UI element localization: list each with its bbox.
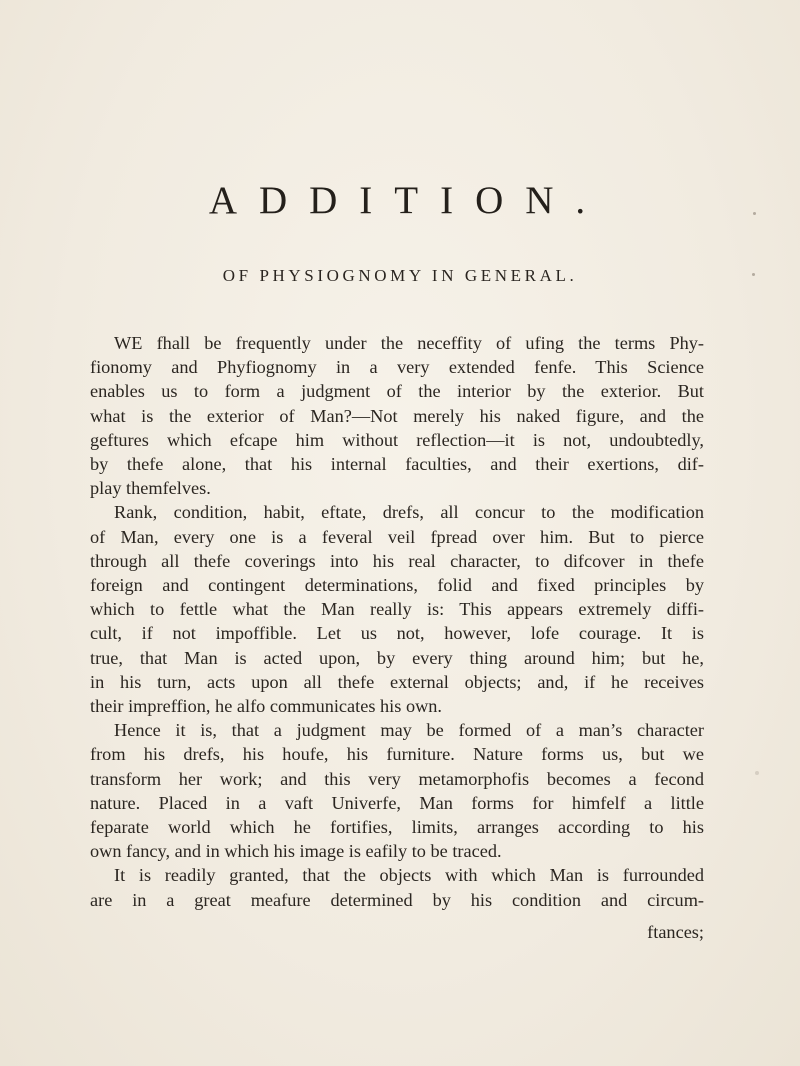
- text-line: of Man, every one is a feveral veil fpread over him. But to pierce: [90, 526, 704, 547]
- text-line: cult, if not impoffible. Let us not, however, lofe courage. It is: [90, 623, 704, 644]
- text-line: in his turn, acts upon all thefe external objects; and, if he receives: [90, 671, 704, 692]
- paper-speck: [753, 212, 756, 215]
- text-line: transform her work; and this very metamorphofis becomes a fecond: [90, 768, 704, 789]
- text-line: their impreffion, he alfo communicates his own.: [90, 696, 442, 716]
- text-line: enables us to form a judgment of the interior by the exterior. But: [90, 381, 704, 402]
- text-line: It is readily granted, that the objects with which Man is furrounded: [114, 865, 704, 886]
- text-line: WE fhall be frequently under the neceffity of ufing the terms Phy-: [114, 333, 704, 353]
- text-line: which to fettle what the Man really is: This appears extremely diffi-: [90, 599, 704, 620]
- text-line: own fancy, and in which his image is eafily to be traced.: [90, 841, 502, 862]
- text-line: true, that Man is acted upon, by every thing around him; but he,: [90, 647, 704, 668]
- text-line: foreign and contingent determinations, folid and fixed principles by: [90, 575, 704, 595]
- text-line: play themfelves.: [90, 478, 211, 499]
- text-line: are in a great meafure determined by his condition and circum-: [90, 889, 704, 910]
- text-line: from his drefs, his houfe, his furniture. Nature forms us, but we: [90, 744, 704, 765]
- text-line: fionomy and Phyfiognomy in a very extended fenfe. This Science: [90, 357, 704, 378]
- paper-speck: [752, 273, 755, 276]
- text-line: what is the exterior of Man?—Not merely his naked figure, and the: [90, 405, 704, 426]
- text-line: nature. Placed in a vaft Univerfe, Man forms for himfelf a little: [90, 792, 704, 813]
- text-line: geftures which efcape him without reflection—it is not, undoubtedly,: [90, 429, 704, 450]
- text-line: Hence it is, that a judgment may be formed of a man’s character: [114, 720, 704, 741]
- text-line: through all thefe coverings into his real character, to difcover in thefe: [90, 550, 704, 571]
- page-title: ADDITION.: [208, 179, 608, 222]
- text-line: feparate world which he fortifies, limits, arranges according to his: [90, 817, 704, 837]
- page-subtitle: OF PHYSIOGNOMY IN GENERAL.: [222, 266, 578, 285]
- text-line: by thefe alone, that his internal faculties, and their exertions, dif-: [90, 454, 704, 474]
- paper-speck: [755, 771, 759, 775]
- text-line: Rank, condition, habit, eftate, drefs, all concur to the modification: [114, 502, 704, 523]
- catchword: ftances;: [647, 922, 704, 942]
